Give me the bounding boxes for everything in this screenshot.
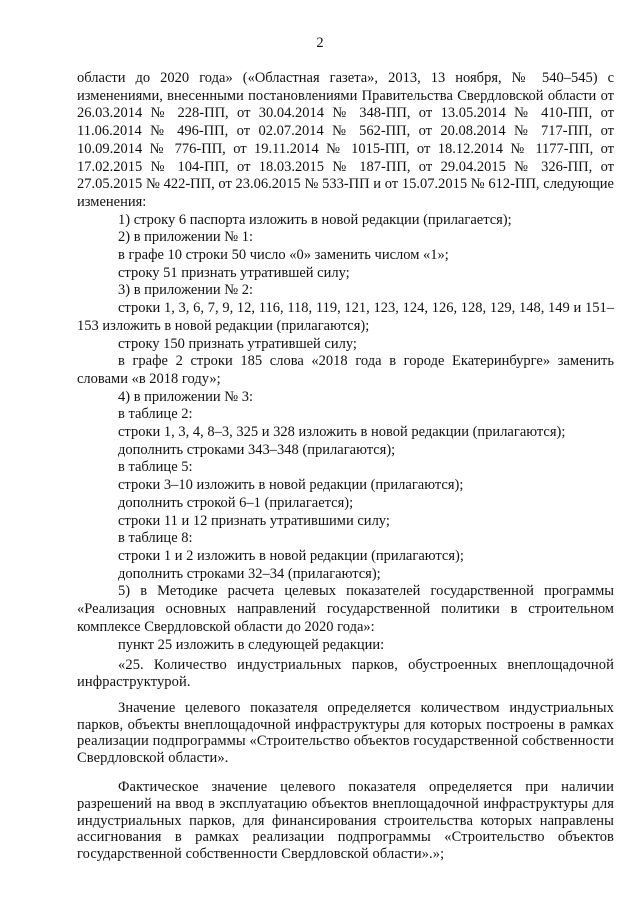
item-1-passport: 1) строку 6 паспорта изложить в новой редакции (прилагается); — [118, 211, 512, 228]
appendix-2-row-185: в графе 2 строки 185 слова «2018 года в городе Екатеринбурге» заменить словами «в 2018 году»; — [77, 353, 614, 387]
appendix-2-row-150: строку 150 признать утратившей силу; — [118, 335, 357, 352]
item-2-appendix-1: 2) в приложении № 1: — [118, 229, 253, 246]
item-4-appendix-3: 4) в приложении № 3: — [118, 388, 253, 405]
table-2-rows-new-edition: строки 1, 3, 4, 8–3, 325 и 328 изложить в новой редакции (прилагаются); — [118, 424, 566, 441]
appendix-2-rows-new-edition: строки 1, 3, 6, 7, 9, 12, 116, 118, 119, 121, 123, 124, 126, 128, 129, 148, 149 и 151–153 изложить в новой редакции (прилагаются); — [77, 300, 614, 334]
table-5-rows-new-edition: строки 3–10 изложить в новой редакции (прилагаются); — [118, 477, 464, 494]
table-8-rows-new-edition: строки 1 и 2 изложить в новой редакции (прилагаются); — [118, 547, 464, 564]
table-2-heading: в таблице 2: — [118, 406, 193, 423]
document-body — [77, 70, 614, 863]
appendix-1-column-10: в графе 10 строки 50 число «0» заменить числом «1»; — [118, 247, 449, 264]
table-5-rows-void: строки 11 и 12 признать утратившими силу; — [118, 512, 390, 529]
actual-value-paragraph: Фактическое значение целевого показателя определяется при наличии разрешений на ввод в эксплуатацию объектов внеплощадочной инфраструктуры для индустриальных парков, для финансирования строительства которых направлены ассигнования в рамках реализации подпрограммы «Строительство объектов государственной собственности Свердловской области».»; — [77, 778, 614, 863]
intro-paragraph: области до 2020 года» («Областная газета», 2013, 13 ноября, № 540–545) с изменениями, внесенными постановлениями Правительства Свердловской области от 26.03.2014 № 228-ПП, от 30.04.2014 № 348-ПП, от 13.05.2014 № 410-ПП, от 11.06.2014 № 496-ПП, от 02.07.2014 № 562-ПП, от 20.08.2014 № 717-ПП, от 10.09.2014 № 776-ПП, от 19.11.2014 № 1015-ПП, от 18.12.2014 № 1177-ПП, от 17.02.2015 № 104-ПП, от 18.03.2015 № 187-ПП, от 29.04.2015 № 326-ПП, от 27.05.2015 № 422-ПП, от 23.06.2015 № 533-ПП и от 15.07.2015 № 612-ПП, следующие изменения: — [77, 70, 614, 210]
point-25-heading: пункт 25 изложить в следующей редакции: — [118, 636, 385, 653]
indicator-value-paragraph: Значение целевого показателя определяется количеством индустриальных парков, объекты внеплощадочной инфраструктуры для которых построены в рамках реализации подпрограммы «Строительство объектов государственной собственности Свердловской области». — [77, 699, 614, 767]
page-number: 2 — [316, 35, 324, 51]
table-5-add-row: дополнить строкой 6–1 (прилагается); — [118, 494, 354, 511]
appendix-1-row-51: строку 51 признать утратившей силу; — [118, 264, 350, 281]
table-8-heading: в таблице 8: — [118, 530, 193, 547]
point-25-title: «25. Количество индустриальных парков, обустроенных внеплощадочной инфраструктурой. — [77, 657, 614, 690]
table-2-add-rows: дополнить строками 343–348 (прилагаются); — [118, 441, 396, 458]
item-3-appendix-2: 3) в приложении № 2: — [118, 282, 253, 299]
table-5-heading: в таблице 5: — [118, 459, 193, 476]
item-5-methodology: 5) в Методике расчета целевых показателей государственной программы «Реализация основных направлений государственной политики в строительном комплексе Свердловской области до 2020 года»: — [77, 583, 614, 635]
table-8-add-rows: дополнить строками 32–34 (прилагаются); — [118, 565, 381, 582]
